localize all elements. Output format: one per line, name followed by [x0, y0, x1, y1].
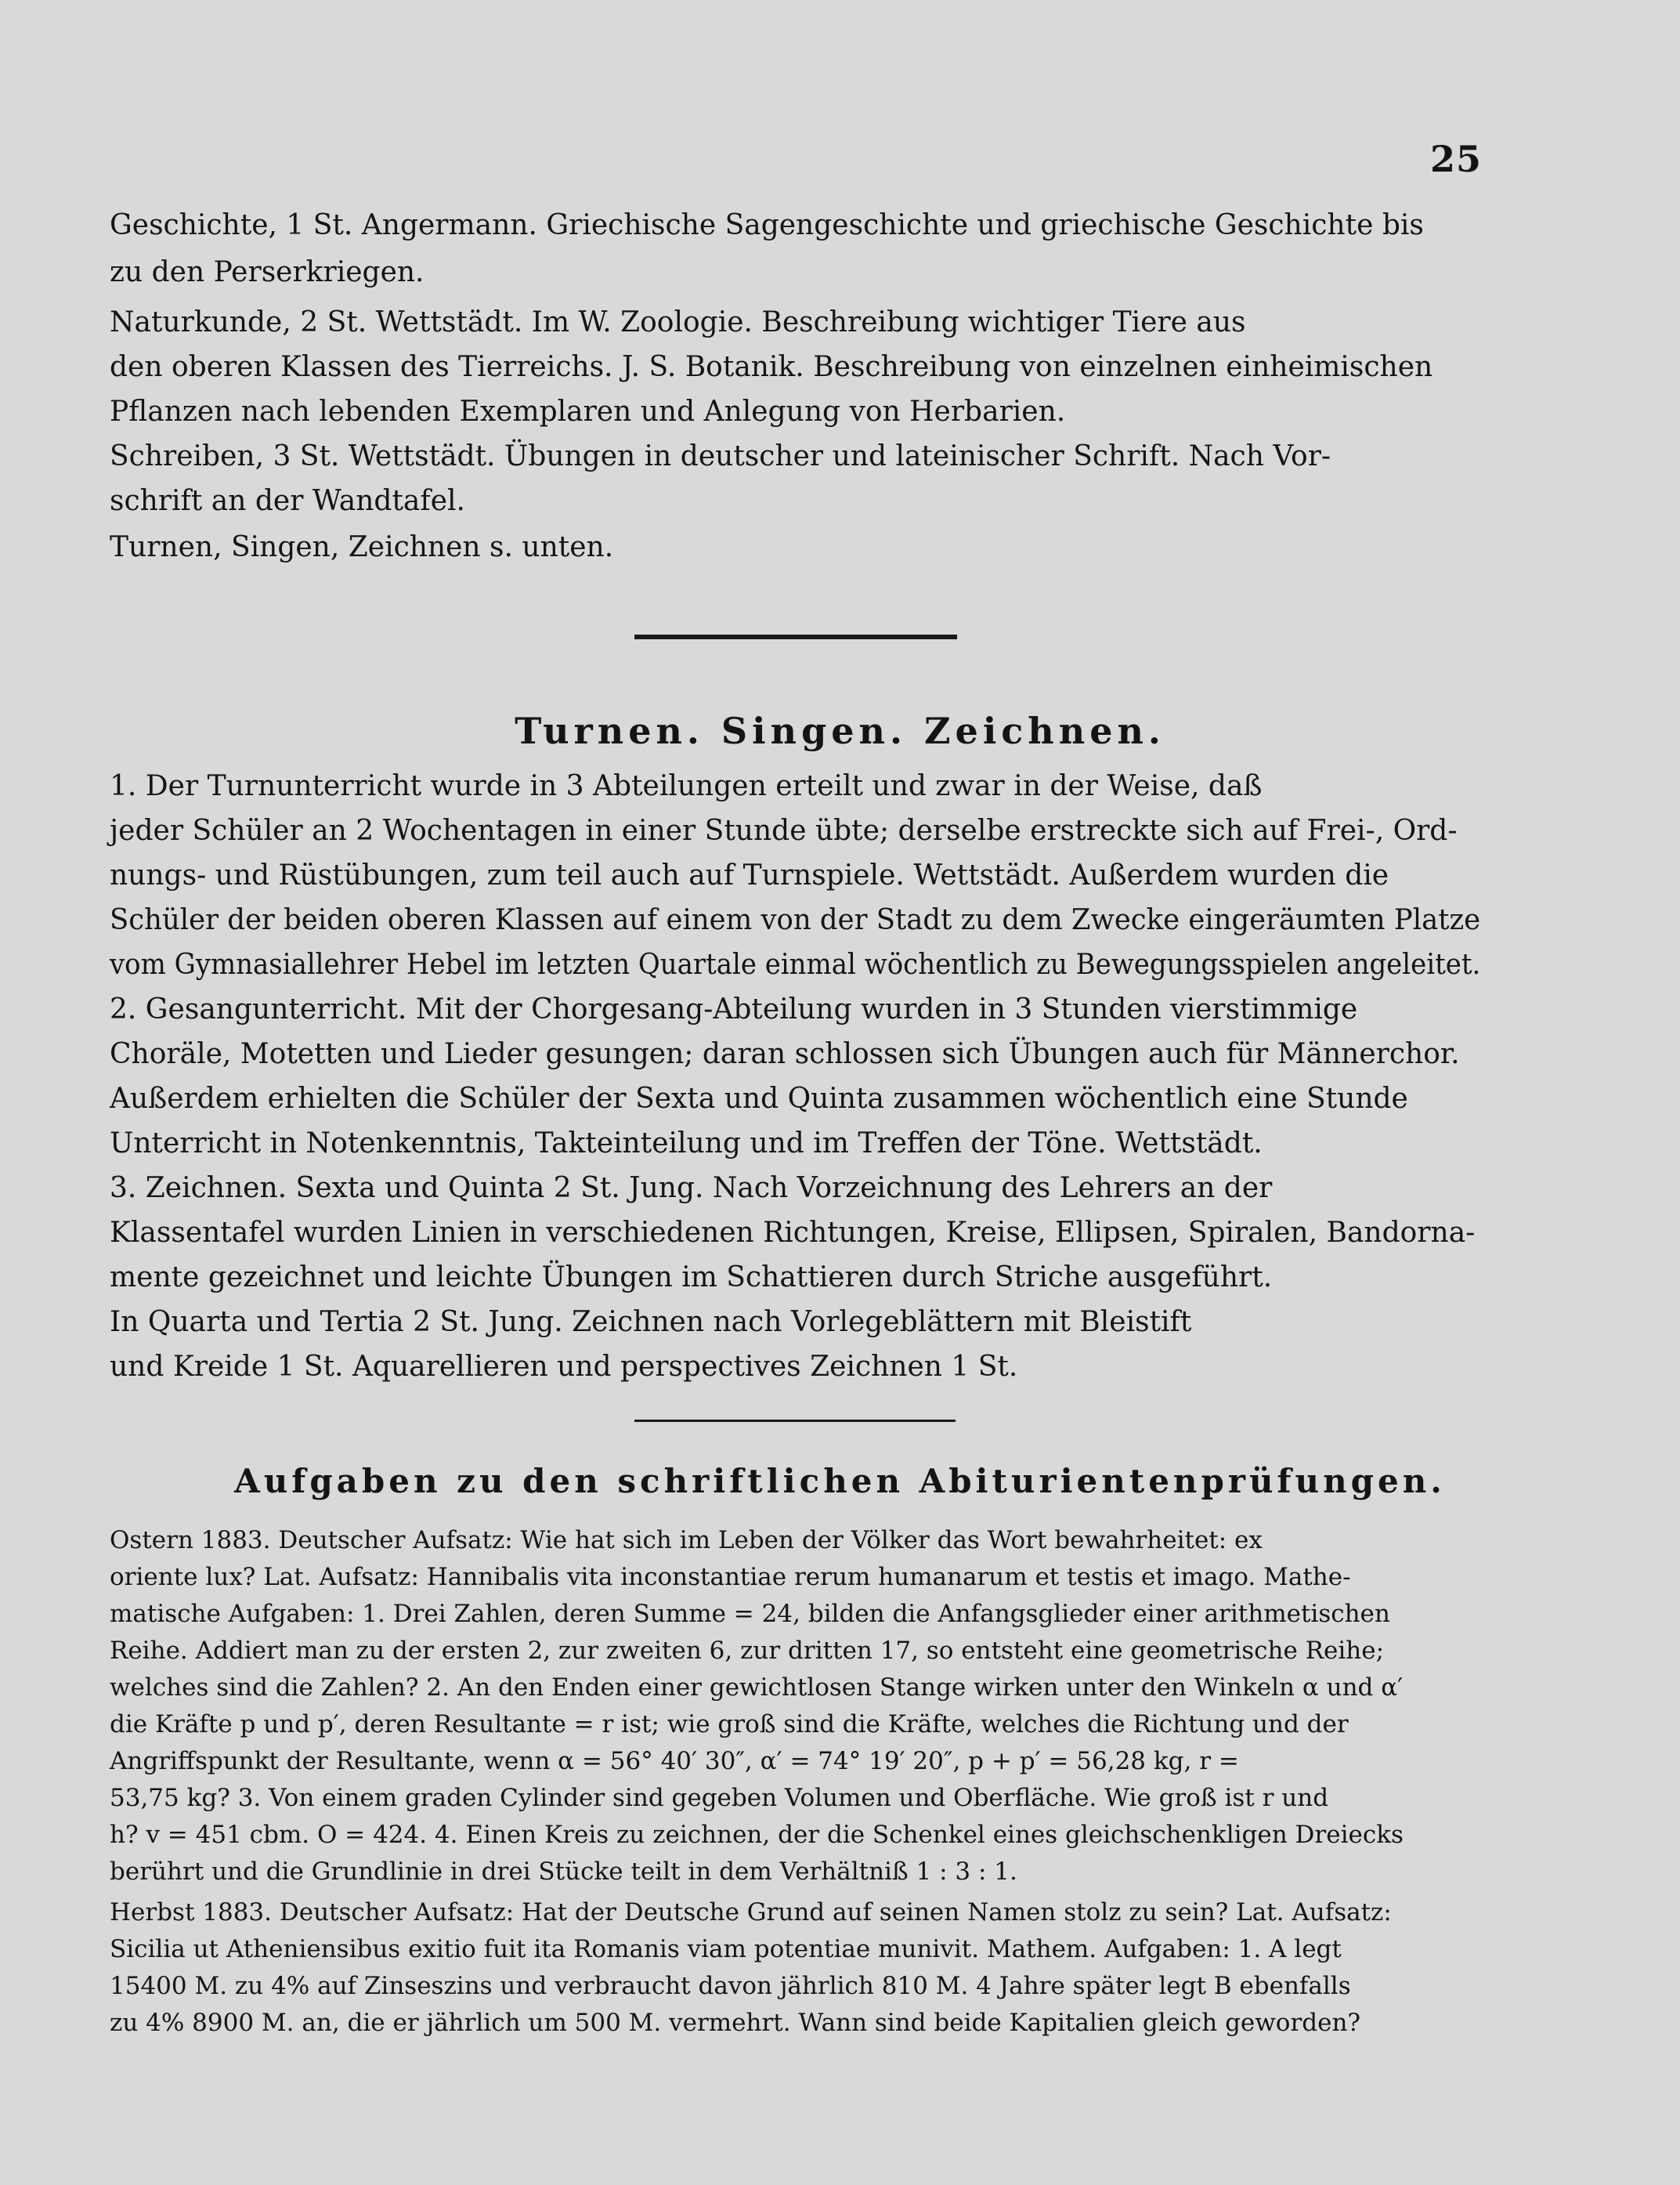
text-line: 2. Gesangunterricht. Mit der Chorgesang-Abteilung wurden in 3 Stunden vierstimmige — [110, 993, 1358, 1026]
page-number: 25 — [1430, 138, 1483, 180]
text-line: Reihe. Addiert man zu der ersten 2, zur zweiten 6, zur dritten 17, so entsteht eine geometrische Reihe; — [110, 1637, 1385, 1665]
text-line: Sicilia ut Atheniensibus exitio fuit ita Romanis viam potentiae munivit. Mathem. Aufgaben: 1. A legt — [110, 1935, 1342, 1963]
text-line: Naturkunde, 2 St. Wettstädt. Im W. Zoologie. Beschreibung wichtiger Tiere aus — [110, 306, 1246, 338]
text-line: oriente lux? Lat. Aufsatz: Hannibalis vita inconstantiae rerum humanarum et testis et imago. Mathe- — [110, 1563, 1351, 1591]
text-line: Herbst 1883. Deutscher Aufsatz: Hat der Deutsche Grund auf seinen Namen stolz zu sein? Lat. Aufsatz: — [110, 1898, 1392, 1926]
heading-abiturientenpruefungen: Aufgaben zu den schriftlichen Abiturientenprüfungen. — [234, 1462, 1446, 1500]
text-line: zu 4% 8900 M. an, die er jährlich um 500 M. vermehrt. Wann sind beide Kapitalien gleich geworden? — [110, 2009, 1361, 2037]
text-line: und Kreide 1 St. Aquarellieren und perspectives Zeichnen 1 St. — [110, 1351, 1018, 1383]
text-line: welches sind die Zahlen? 2. An den Enden einer gewichtlosen Stange wirken unter den Winkeln α und α′ — [110, 1673, 1404, 1702]
text-line: berührt und die Grundlinie in drei Stücke teilt in dem Verhältniß 1 : 3 : 1. — [110, 1858, 1017, 1886]
text-line: Schreiben, 3 St. Wettstädt. Übungen in deutscher und lateinischer Schrift. Nach Vor- — [110, 440, 1331, 472]
text-line: 15400 M. zu 4% auf Zinseszins und verbraucht davon jährlich 810 M. 4 Jahre später legt B ebenfalls — [110, 1972, 1351, 2000]
text-line: Turnen, Singen, Zeichnen s. unten. — [110, 531, 614, 563]
section-divider — [634, 635, 957, 639]
text-line: schrift an der Wandtafel. — [110, 485, 465, 517]
text-line: Schüler der beiden oberen Klassen auf einem von der Stadt zu dem Zwecke eingeräumten Platze — [110, 904, 1481, 936]
text-line: Choräle, Motetten und Lieder gesungen; daran schlossen sich Übungen auch für Männerchor. — [110, 1038, 1460, 1070]
text-line: matische Aufgaben: 1. Drei Zahlen, deren Summe = 24, bilden die Anfangsglieder einer arithmetischen — [110, 1600, 1390, 1628]
text-line: den oberen Klassen des Tierreichs. J. S. Botanik. Beschreibung von einzelnen einheimischen — [110, 351, 1433, 383]
section-divider — [634, 1420, 956, 1422]
text-line: Klassentafel wurden Linien in verschiedenen Richtungen, Kreise, Ellipsen, Spiralen, Bandorna- — [110, 1217, 1476, 1249]
text-line: In Quarta und Tertia 2 St. Jung. Zeichnen nach Vorlegeblättern mit Bleistift — [110, 1306, 1192, 1338]
heading-turnen-singen-zeichnen: Turnen. Singen. Zeichnen. — [515, 710, 1165, 752]
text-line: 3. Zeichnen. Sexta und Quinta 2 St. Jung. Nach Vorzeichnung des Lehrers an der — [110, 1172, 1273, 1204]
text-line: die Kräfte p und p′, deren Resultante = r ist; wie groß sind die Kräfte, welches die Richtung und der — [110, 1710, 1349, 1738]
text-line: Außerdem erhielten die Schüler der Sexta und Quinta zusammen wöchentlich eine Stunde — [110, 1083, 1408, 1115]
text-line: nungs- und Rüstübungen, zum teil auch auf Turnspiele. Wettstädt. Außerdem wurden die — [110, 859, 1389, 892]
text-line: jeder Schüler an 2 Wochentagen in einer Stunde übte; derselbe erstreckte sich auf Frei-, Ord- — [110, 815, 1458, 847]
text-line: Angriffspunkt der Resultante, wenn α = 56° 40′ 30″, α′ = 74° 19′ 20″, p + p′ = 56,28 kg, r = — [110, 1747, 1239, 1775]
text-line: zu den Perserkriegen. — [110, 256, 425, 288]
text-line: h? v = 451 cbm. O = 424. 4. Einen Kreis zu zeichnen, der die Schenkel eines gleichschenkligen Dreiecks — [110, 1821, 1404, 1849]
text-line: Ostern 1883. Deutscher Aufsatz: Wie hat sich im Leben der Völker das Wort bewahrheitet: ex — [110, 1526, 1263, 1554]
text-line: vom Gymnasiallehrer Hebel im letzten Quartale einmal wöchentlich zu Bewegungsspielen angeleitet. — [110, 949, 1481, 981]
text-line: 1. Der Turnunterricht wurde in 3 Abteilungen erteilt und zwar in der Weise, daß — [110, 770, 1263, 802]
text-line: 53,75 kg? 3. Von einem graden Cylinder sind gegeben Volumen und Oberfläche. Wie groß ist r und — [110, 1784, 1329, 1812]
text-line: Unterricht in Notenkenntnis, Takteinteilung und im Treffen der Töne. Wettstädt. — [110, 1127, 1263, 1159]
text-line: Pflanzen nach lebenden Exemplaren und Anlegung von Herbarien. — [110, 396, 1066, 428]
text-line: Geschichte, 1 St. Angermann. Griechische Sagengeschichte und griechische Geschichte bis — [110, 209, 1424, 241]
text-line: mente gezeichnet und leichte Übungen im Schattieren durch Striche ausgeführt. — [110, 1261, 1273, 1293]
